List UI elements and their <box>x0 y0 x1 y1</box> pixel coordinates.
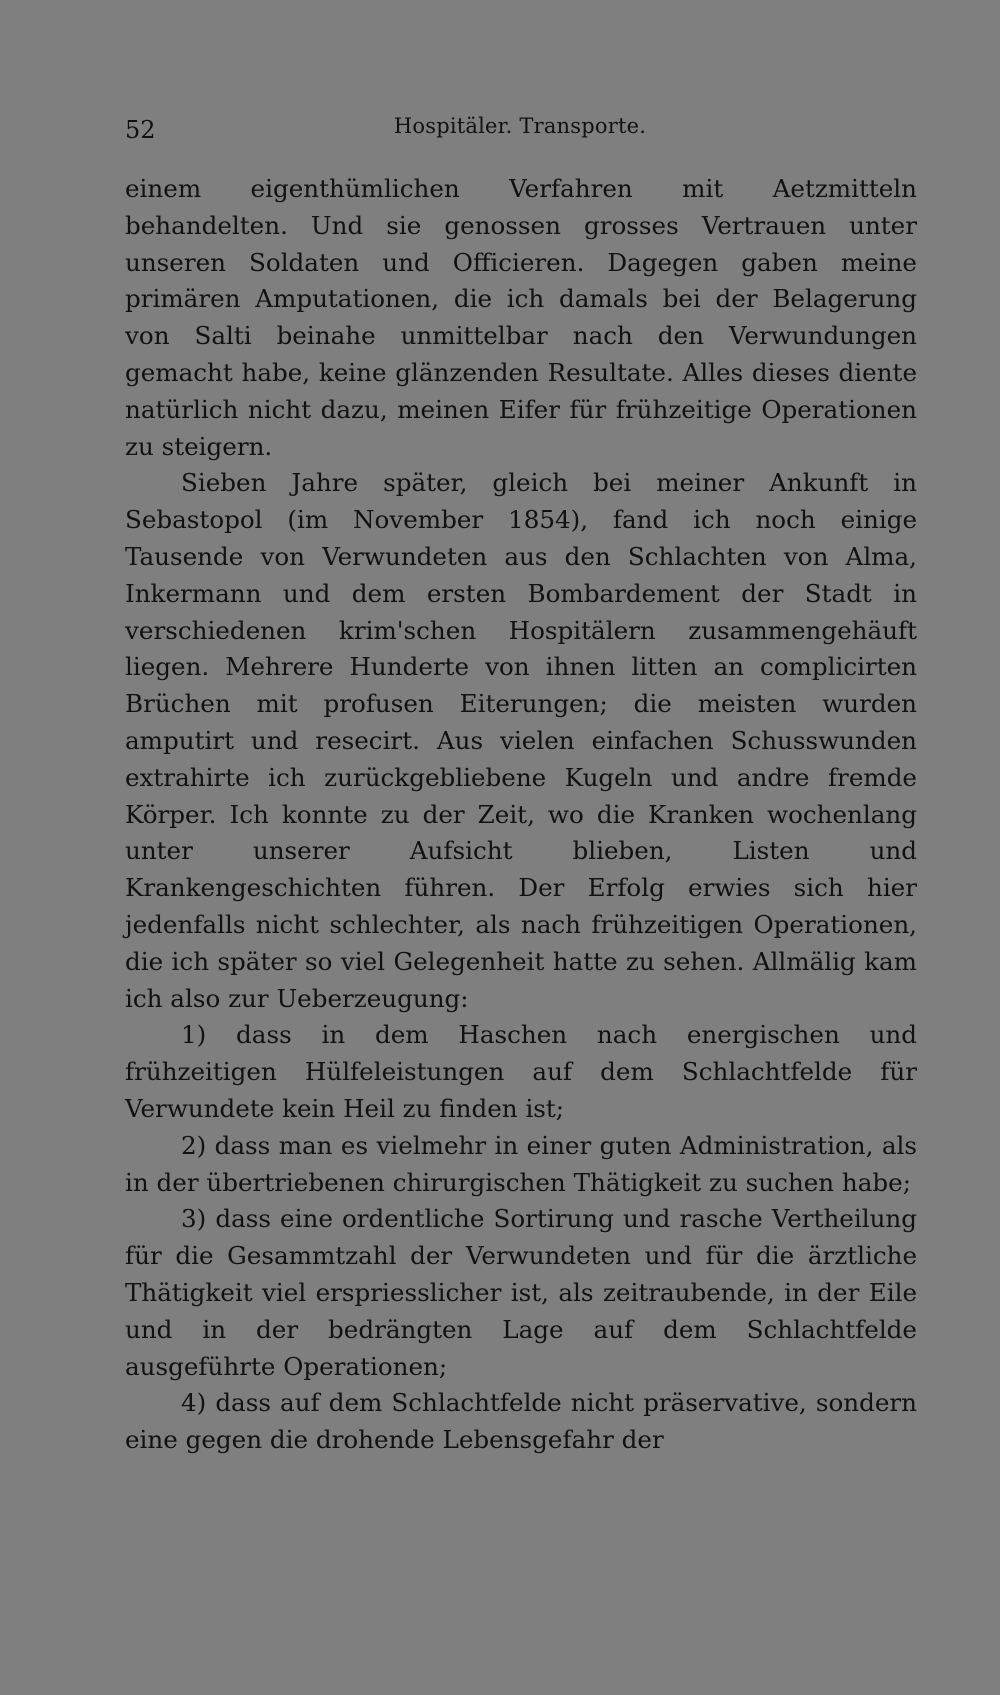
paragraph-sebastopol: Sieben Jahre später, gleich bei meiner Ankunft in Sebastopol (im November 1854), fand ich noch einige Tausende von Verwundeten aus den Schlachten von Alma, Inkermann und dem ersten Bombardement der Stadt in verschiedenen krim'schen Hospitälern zusammengehäuft liegen. Mehrere Hunderte von ihnen litten an complicirten Brüchen mit profusen Eiterungen; die meisten wurden amputirt und resecirt. Aus vielen einfachen Schusswunden extrahirte ich zurückgebliebene Kugeln und andre fremde Körper. Ich konnte zu der Zeit, wo die Kranken wochenlang unter unserer Aufsicht blieben, Listen und Krankengeschichten führen. Der Erfolg erwies sich hier jedenfalls nicht schlechter, als nach frühzeitigen Operationen, die ich später so viel Gelegenheit hatte zu sehen. Allmälig kam ich also zur Ueberzeugung: <box>125 468 917 1013</box>
list-item-4: 4) dass auf dem Schlachtfelde nicht präservative, sondern eine gegen die drohende Lebensgefahr der <box>125 1388 917 1455</box>
list-item-2: 2) dass man es vielmehr in einer guten Administration, als in der übertriebenen chirurgischen Thätigkeit zu suchen habe; <box>125 1130 917 1197</box>
running-head: Hospitäler. Transporte. <box>393 114 647 138</box>
list-item-3: 3) dass eine ordentliche Sortirung und rasche Vertheilung für die Gesammtzahl der Verwundeten und für die ärztliche Thätigkeit viel erspriesslicher ist, als zeitraubende, in der Eile und in der bedrängten Lage auf dem Schlachtfelde ausgeführte Operationen; <box>125 1204 917 1381</box>
page-number: 52 <box>125 116 156 144</box>
paragraph-continuation: einem eigenthümlichen Verfahren mit Aetzmitteln behandelten. Und sie genossen grosses Vertrauen unter unseren Soldaten und Officieren. Dagegen gaben meine primären Amputationen, die ich damals bei der Belagerung von Salti beinahe unmittelbar nach den Verwundungen gemacht habe, keine glänzenden Resultate. Alles dieses diente natürlich nicht dazu, meinen Eifer für frühzeitige Operationen zu steigern. <box>125 174 917 461</box>
page-header <box>125 110 915 150</box>
list-item-1: 1) dass in dem Haschen nach energischen und frühzeitigen Hülfeleistungen auf dem Schlachtfelde für Verwundete kein Heil zu finden ist; <box>125 1020 917 1123</box>
body-text <box>125 171 917 1459</box>
